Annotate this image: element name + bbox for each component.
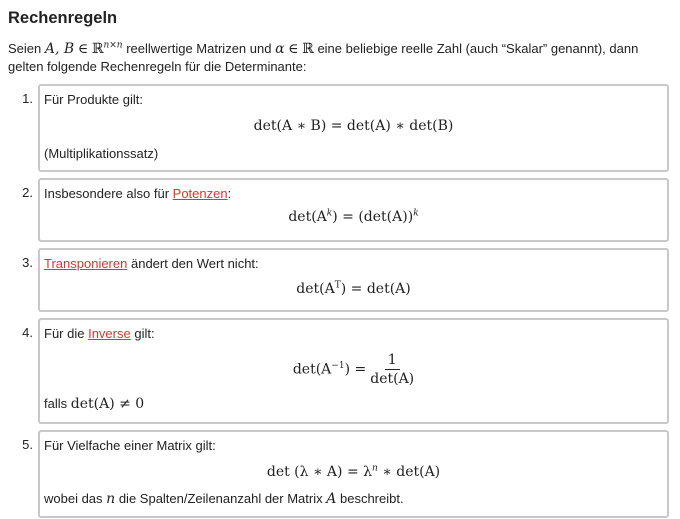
rule-formula: $\det(A^k) = (\det(A))^k$ bbox=[288, 208, 419, 225]
list-item bbox=[8, 84, 672, 172]
intro-paragraph bbox=[8, 40, 672, 75]
rule-text: Für die Inverse gilt: bbox=[44, 326, 155, 341]
rule-box bbox=[38, 430, 669, 518]
rule-text: Transponieren ändert den Wert nicht: bbox=[44, 256, 259, 271]
rule-note: wobei das n die Spalten/Zeilenanzahl der Matrix A beschreibt. bbox=[44, 491, 404, 507]
inverse-link[interactable]: Inverse bbox=[88, 326, 131, 341]
item-number: 4. bbox=[22, 325, 33, 340]
math-real-numbers: ℝ bbox=[302, 41, 314, 57]
item-number: 1. bbox=[22, 91, 33, 106]
rule-formula: det (λ ∗ $A) = \lambda^n$ ∗ det(A) bbox=[266, 463, 441, 480]
item-number: 5. bbox=[22, 437, 33, 452]
intro-text: Seien bbox=[8, 41, 42, 56]
rule-box bbox=[38, 248, 669, 312]
list-item bbox=[8, 178, 672, 242]
rule-box bbox=[38, 178, 669, 242]
rule-text: Für Produkte gilt: bbox=[44, 92, 143, 107]
list-item bbox=[8, 248, 672, 312]
rule-note: (Multiplikationssatz) bbox=[44, 146, 159, 161]
rule-formula: $\det(A^T) = \det(A)$ bbox=[296, 280, 411, 297]
rule-formula: $\det(A^{-1})$ = $\frac{1}{\det(A)}$ bbox=[292, 352, 415, 387]
list-item bbox=[8, 430, 672, 518]
rule-note: falls det(A) ≠ 0 bbox=[44, 396, 145, 412]
math-alpha: α bbox=[275, 41, 285, 57]
list-item bbox=[8, 318, 672, 424]
intro-text: reellwertige Matrizen und bbox=[126, 41, 272, 56]
rule-box bbox=[38, 318, 669, 424]
item-number: 2. bbox=[22, 185, 33, 200]
potenzen-link[interactable]: Potenzen bbox=[172, 186, 228, 201]
math-real-matrix-space: ℝ$^{n\times n}$ bbox=[91, 40, 123, 57]
rule-formula: det(A ∗ B) = det(A) ∗ det(B) bbox=[253, 118, 454, 134]
rules-list bbox=[8, 84, 672, 518]
intro-text: eine beliebige reelle Zahl (auch “Skalar” genannt), dann gelten folgende Rechenregeln für die Determinante: bbox=[8, 41, 639, 74]
section-heading: Rechenregeln bbox=[8, 9, 118, 27]
math-element-of: ∈ bbox=[77, 41, 89, 57]
item-number: 3. bbox=[22, 255, 33, 270]
rule-text: Insbesondere also für Potenzen: bbox=[44, 186, 232, 201]
rule-text: Für Vielfache einer Matrix gilt: bbox=[44, 438, 216, 453]
math-matrices: A, B bbox=[44, 41, 75, 57]
math-element-of: ∈ bbox=[288, 41, 299, 57]
rule-box bbox=[38, 84, 669, 172]
transponieren-link[interactable]: Transponieren bbox=[44, 256, 128, 271]
fraction: $\frac{1}{\det(A)}$ bbox=[370, 352, 415, 387]
